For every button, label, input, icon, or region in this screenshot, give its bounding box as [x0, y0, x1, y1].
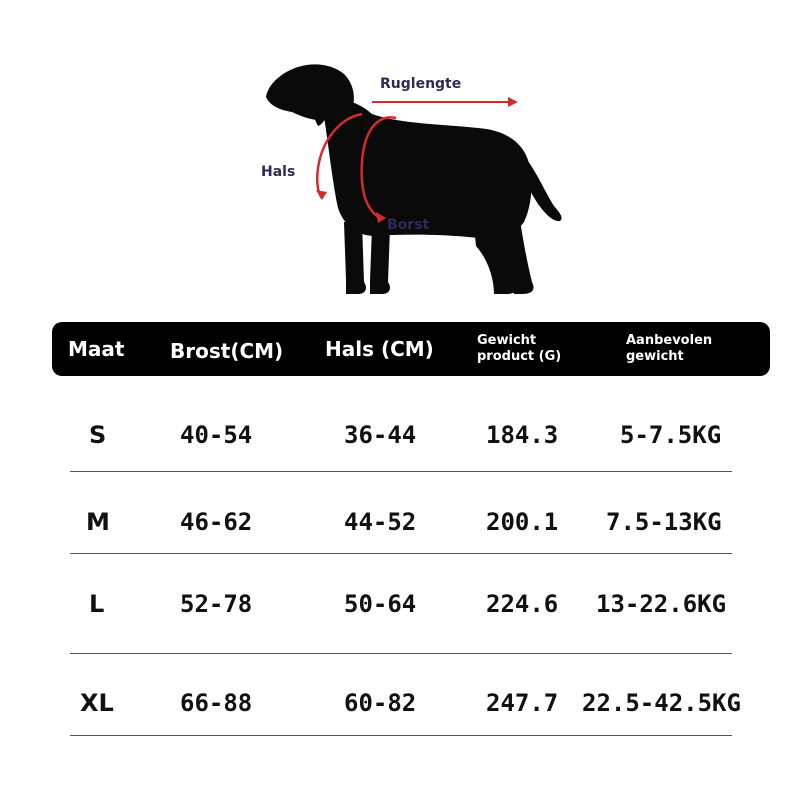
row-divider: [70, 653, 732, 654]
weight-cell: 184.3: [486, 421, 559, 449]
dog-silhouette: [266, 64, 562, 294]
chest-label: Borst: [387, 217, 430, 233]
header-weight-line2: product (G): [477, 349, 562, 364]
chest-cell: 66-88: [180, 689, 253, 717]
dog-measurement-illustration: [0, 0, 800, 310]
chest-cell: 46-62: [180, 508, 253, 536]
header-recommended-line1: Aanbevolen: [626, 333, 713, 348]
header-weight: [477, 333, 561, 365]
recommended-cell: 13-22.6KG: [596, 590, 727, 618]
header-size: Maat: [68, 337, 125, 361]
header-recommended-line2: gewicht: [626, 349, 684, 364]
size-cell: XL: [80, 689, 114, 717]
header-recommended: [626, 333, 712, 365]
size-cell: S: [89, 421, 107, 449]
recommended-cell: 7.5-13KG: [606, 508, 722, 536]
neck-cell: 60-82: [344, 689, 417, 717]
back-length-arrow: [372, 97, 518, 107]
table-row: [0, 507, 800, 567]
weight-cell: 247.7: [486, 689, 559, 717]
weight-cell: 224.6: [486, 590, 559, 618]
recommended-cell: 5-7.5KG: [620, 421, 722, 449]
row-divider: [70, 471, 732, 472]
size-cell: M: [86, 508, 110, 536]
table-row: [0, 688, 800, 748]
neck-cell: 36-44: [344, 421, 417, 449]
row-divider: [70, 735, 732, 736]
neck-cell: 44-52: [344, 508, 417, 536]
neck-cell: 50-64: [344, 590, 417, 618]
chest-cell: 40-54: [180, 421, 253, 449]
header-weight-line1: Gewicht: [477, 333, 537, 348]
size-cell: L: [89, 590, 105, 618]
weight-cell: 200.1: [486, 508, 559, 536]
back-length-label: Ruglengte: [380, 76, 462, 92]
header-neck: Hals (CM): [325, 337, 434, 361]
table-row: [0, 589, 800, 649]
recommended-cell: 22.5-42.5KG: [582, 689, 741, 717]
table-header: [52, 322, 770, 376]
chest-cell: 52-78: [180, 590, 253, 618]
header-chest: Brost(CM): [170, 339, 284, 363]
neck-label: Hals: [261, 164, 296, 180]
row-divider: [70, 553, 732, 554]
